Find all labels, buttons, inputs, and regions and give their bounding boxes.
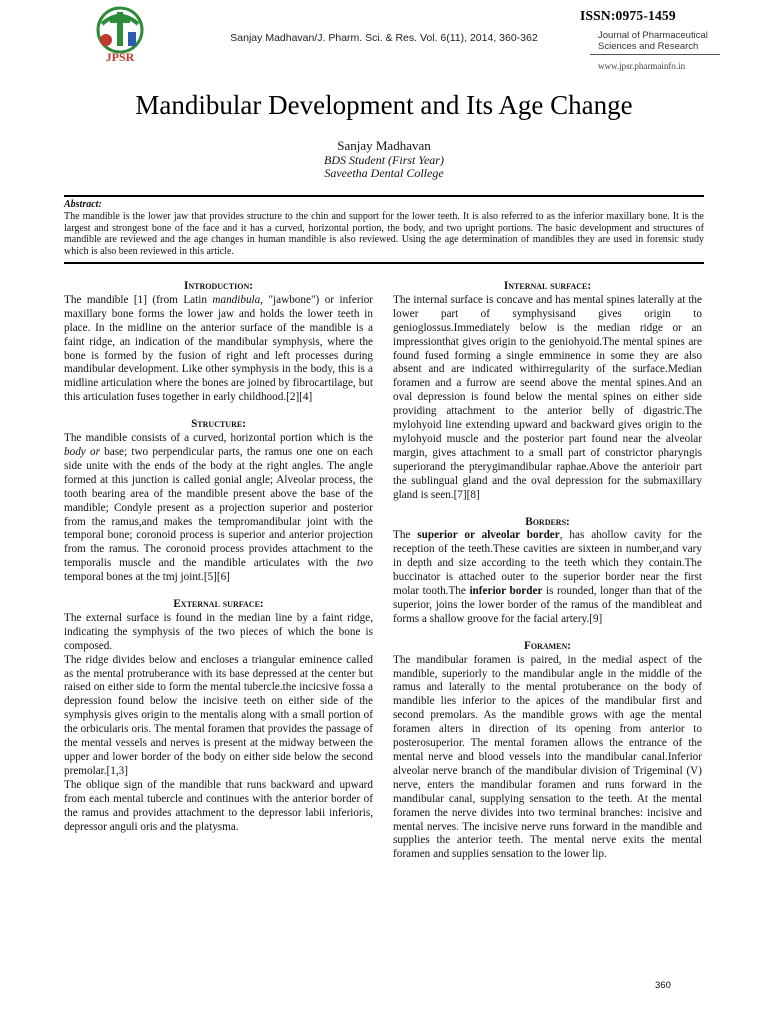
structure-paragraph: The mandible consists of a curved, horizontal portion which is the body or base; two perpendicular parts, the ramus one one on each side unite with the ends of the body at the right angles. The angle formed at this junction is called gonial angle; Alveolar process, the tooth bearing area of the mandible present above the base of the mandible; Condyle present as a projection superior and posterior from the ramus,and makes the tempromandibular joint with the temporal bone; coronoid process is superior and anterior projection from the ramus. The coronoid process provides attachment to the temporalis muscle and the mandible articulates with the two temporal bones at the tmj joint.[5][6]: [64, 432, 373, 584]
logo-text: JPSR: [105, 50, 135, 64]
introduction-paragraph: The mandible [1] (from Latin mandibula, "jawbone") or inferior maxillary bone forms the lower jaw and holds the lower teeth in place. In the midline on the anterior surface of the mandible is a faint ridge, an indication of the mandibular symphysis, where the bone is formed by the fusion of right and left processes during mandibular development. Like other symphysis in the body, this is a midline articulation where the bones are joined by fibrocartilage, but this articulation fuses together in early childhood.[2][4]: [64, 293, 374, 404]
foramen-paragraph: The mandibular foramen is paired, in the medial aspect of the mandible, superiorly to the mandibular angle in the middle of the ramus and laterally to the mental protuberance on the body of mandible lies inferior to the apices of the mandibular first and second premolars. As the mandible grows with age the mental foramen alters in direction of its opening from anterior to posterosuperior. The mental foramen allows the entrance of the mental nerve and blood vessels into the mandibular canal.Inferior alveolar nerve branch of the mandibular division of Trigeminal (V) nerve, enters the mandibular foramen and runs forward in the mandibular canal, supplying sensation to the teeth. At the mental foramen the nerve divides into two terminal branches: incisive and mental nerves. The incisive nerve runs forward in the mandible and supplies the anterior teeth. The mental nerve exits the mental foramen and supplies sensation to the lower lip.: [393, 653, 702, 861]
external-surface-heading: External surface:: [173, 598, 264, 611]
running-head: Sanjay Madhavan/J. Pharm. Sci. & Res. Vol. 6(11), 2014, 360-362: [230, 32, 538, 44]
author-affiliation-2: Saveetha Dental College: [324, 166, 444, 180]
borders-paragraph: The superior or alveolar border, has ahollow cavity for the reception of the teeth.These cavities are sixteen in number,and vary in depth and size according to the teeth which they contain.The buccinator is attached outer to the superior border near the first molar tooth.The inferior border is rounded, longer than that of the superior, joins the lower border of the ramus of the mandibleat and forms a shallow groove for the facial artery.[9]: [393, 529, 702, 625]
foramen-heading: Foramen:: [523, 639, 571, 652]
external-surface-paragraph-2: The ridge divides below and encloses a triangular eminence called as the mental protruberance with its base depressed at the center but raised on either side to form the mental tubercle.the incicsive fossa a depression found below the incisive teeth on either side of the symphysis gives origin to the mentalis along with a small portion of the orbicularis oris. The mental foramen that provides the passage of the mental vessels and nerves is present at the midway between the upper and lower border of the body on either side below the second premolar.[1,3]: [64, 653, 373, 777]
page-number: 360: [655, 980, 671, 991]
structure-heading: Structure:: [191, 418, 246, 431]
paper-title: Mandibular Development and Its Age Change: [135, 90, 633, 120]
issn: ISSN:0975-1459: [580, 8, 676, 23]
author-affiliation-1: BDS Student (First Year): [324, 153, 444, 167]
journal-masthead: [580, 8, 720, 71]
introduction-heading: Introduction:: [184, 280, 253, 292]
internal-surface-paragraph: The internal surface is concave and has mental spines laterally at the lower part of symphysisand gives origin to genioglossus.Immediately below is the median ridge or an impressionthat gives origin to the geniohyoid.The mental spines are found fused forming a single emminence in some they are also absent and are indicated withirregularity of the surface.Median foramen and a furrow are seend above the mental spines.And an oval depression is found below the mental spines on either side providing attachment to the anterior belly of digastric.The mylohyoid line extending upward and backward gives origin to the mylohyoid muscle and the posterior part found near the alveolar margin, gives attachment to a small part of constrictor pharyngis superiorand the pterygimandibular raphae.Above the anterioir part the sublingual gland and the oval depression for the submaxillary gland is seen.[7][8]: [393, 293, 702, 501]
abstract: [64, 195, 704, 264]
journal-name-line-2: Sciences and Research: [598, 41, 699, 52]
borders-heading: Borders:: [525, 515, 570, 528]
abstract-text: The mandible is the lower jaw that provides structure to the chin and support for the lower teeth. It is also referred to as the inferior maxillary bone. It is the largest and strongest bone of the face and it has a curved, horizontal portion, the body, and two upright portions. The basic development and structures of mandible are reviewed and the age changes in human mandible is also reviewed. Using the age determination of mandibles they are used in forensic study which is also been reviewed in this article.: [64, 210, 704, 258]
masthead-divider: [590, 54, 720, 55]
external-surface-paragraph-3: The oblique sign of the mandible that runs backward and upward from each mental tubercle and continues with the anterior border of the ramus and provides attachment to the depressor labii inferioris, depressor anguli oris and the platysma.: [64, 778, 373, 833]
abstract-heading: Abstract:: [64, 199, 102, 210]
author-name: Sanjay Madhavan: [337, 138, 431, 153]
journal-name: [580, 30, 720, 52]
internal-surface-heading: Internal surface:: [503, 280, 592, 292]
journal-name-line-1: Journal of Pharmaceutical: [598, 30, 708, 41]
left-column: [64, 280, 373, 834]
right-column: [393, 280, 702, 862]
journal-url: www.jpsr.pharmainfo.in: [598, 61, 686, 71]
external-surface-paragraph-1: The external surface is found in the median line by a faint ridge, indicating the symphysis of the two pieces of which the bone is composed.: [64, 611, 373, 652]
